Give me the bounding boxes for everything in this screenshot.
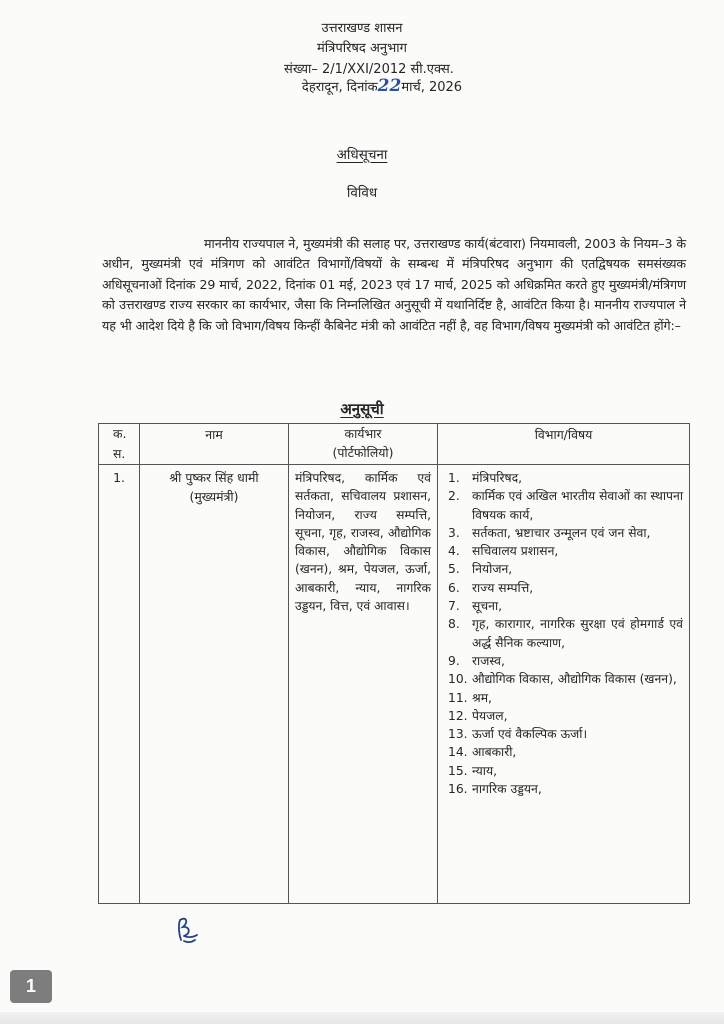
handwritten-initials bbox=[172, 914, 202, 948]
reference-number: संख्या– 2/1/XXI/2012 सी.एक्स. bbox=[284, 62, 454, 77]
subject-number: 6. bbox=[448, 580, 460, 595]
subject-number: 16. bbox=[448, 782, 468, 797]
subject-item bbox=[448, 542, 683, 560]
subject-text: राजस्व, bbox=[472, 653, 505, 668]
body-paragraph: माननीय राज्यपाल ने, मुख्यमंत्री की सलाह पर, उत्तराखण्ड कार्य(बंटवारा) नियमावली, 2003 के नियम–3 के अधीन, मुख्यमंत्री एवं मंत्रिगण को आवंटित विभागों/विषयों के सम्बन्ध में मंत्रिपरिषद अनुभाग की एतद्विषयक समसंख्यक अधिसूचनाओं दिनांक 29 मार्च, 2022, दिनांक 01 मई, 2023 एवं 17 मार्च, 2025 को अधिक्रमित करते हुए मुख्यमंत्री/मंत्रिगण को उत्तराखण्ड राज्य सरकार का कार्यभार, जैसा कि निम्नलिखित अनुसूची में यथानिर्दिष्ट है, आवंटित किया है। माननीय राज्यपाल ने यह भी आदेश दिये है कि जो विभाग/विषय किन्हीं कैबिनेट मंत्री को आवंटित नहीं है, वह विभाग/विषय मुख्यमंत्री को आवंटित होंगे:– bbox=[102, 236, 686, 333]
notification-title bbox=[0, 145, 724, 163]
minister-designation: (मुख्यमंत्री) bbox=[189, 488, 239, 504]
minister-name: श्री पुष्कर सिंह धामी bbox=[169, 470, 259, 485]
section-heading: मंत्रिपरिषद अनुभाग bbox=[317, 41, 407, 56]
subject-text: नागरिक उड्डयन, bbox=[472, 782, 542, 797]
subject-number: 15. bbox=[448, 763, 468, 778]
date-line bbox=[0, 76, 724, 96]
subjects-list bbox=[448, 469, 683, 798]
government-heading: उत्तराखण्ड शासन bbox=[321, 21, 403, 36]
subject-item bbox=[448, 560, 683, 578]
subject-text: सर्तकता, भ्रष्टाचार उन्मूलन एवं जन सेवा, bbox=[472, 525, 651, 540]
subject-text: राज्य सम्पत्ति, bbox=[472, 580, 534, 595]
column-header-subjects bbox=[438, 424, 690, 465]
subject-number: 5. bbox=[448, 562, 460, 577]
page-edge bbox=[0, 1012, 724, 1024]
column-header-portfolio bbox=[289, 424, 438, 465]
subject-item bbox=[448, 524, 683, 542]
subject-item bbox=[448, 652, 683, 670]
subject-item bbox=[448, 762, 683, 780]
subject-item bbox=[448, 707, 683, 725]
name-header-text: नाम bbox=[205, 427, 223, 442]
subject-item bbox=[448, 725, 683, 743]
subject-item bbox=[448, 597, 683, 615]
subject-text: कार्मिक एवं अखिल भारतीय सेवाओं का स्थापना विषयक कार्य, bbox=[472, 489, 683, 522]
subject-number: 11. bbox=[448, 690, 468, 705]
subject-number: 7. bbox=[448, 599, 460, 614]
subject-text: आबकारी, bbox=[472, 745, 517, 760]
date-day-handwritten: 22 bbox=[377, 76, 402, 96]
column-header-name bbox=[140, 424, 289, 465]
schedule-table bbox=[98, 423, 690, 904]
subject-text: नियोजन, bbox=[472, 562, 513, 577]
row-name bbox=[140, 465, 289, 904]
row-portfolio: मंत्रिपरिषद, कार्मिक एवं सर्तकता, सचिवालय प्रशासन, नियोजन, राज्य सम्पत्ति, सूचना, गृह, राजस्व, औद्योगिक विकास, औद्योगिक विकास (खनन), श्रम, पेयजल, ऊर्जा, आबकारी, न्याय, नागरिक उड्डयन, वित्त, एवं आवास। bbox=[289, 465, 438, 904]
subject-item bbox=[448, 469, 683, 487]
notification-title-text: अधिसूचना bbox=[336, 147, 388, 163]
subject-number: 2. bbox=[448, 489, 460, 504]
subject-item bbox=[448, 689, 683, 707]
subject-number: 14. bbox=[448, 745, 468, 760]
date-prefix: देहरादून, दिनांक bbox=[301, 80, 378, 95]
subject-text: पेयजल, bbox=[472, 708, 508, 723]
subject-number: 9. bbox=[448, 653, 460, 668]
subject-text: न्याय, bbox=[472, 763, 497, 778]
table-row bbox=[99, 465, 690, 904]
portfolio-header-line1: कार्यभार bbox=[344, 426, 382, 441]
subject-number: 10. bbox=[448, 672, 468, 687]
schedule-title bbox=[0, 399, 724, 419]
subject-text: श्रम, bbox=[472, 690, 492, 705]
subject-text: मंत्रिपरिषद, bbox=[472, 471, 523, 485]
subject-number: 8. bbox=[448, 617, 460, 632]
subject-item bbox=[448, 487, 683, 524]
subject-item bbox=[448, 743, 683, 761]
subjects-header-text: विभाग/विषय bbox=[534, 427, 593, 442]
subject-number: 3. bbox=[448, 525, 460, 540]
subject-item bbox=[448, 579, 683, 597]
row-serial: 1. bbox=[99, 465, 140, 904]
subject-number: 13. bbox=[448, 727, 468, 742]
column-header-serial bbox=[99, 424, 140, 465]
subject-text: औद्योगिक विकास, औद्योगिक विकास (खनन), bbox=[472, 672, 677, 687]
page-number-badge[interactable]: 1 bbox=[10, 970, 52, 1003]
row-subjects bbox=[438, 465, 690, 904]
schedule-title-text: अनुसूची bbox=[340, 400, 384, 418]
subject-text: सूचना, bbox=[472, 599, 503, 614]
subject-item bbox=[448, 615, 683, 652]
subject-text: गृह, कारागार, नागरिक सुरक्षा एवं होमगार्ड एवं अर्द्ध सैनिक कल्याण, bbox=[472, 617, 683, 650]
table-header-row bbox=[99, 424, 690, 465]
subject-number: 1. bbox=[448, 471, 460, 485]
subject-item bbox=[448, 780, 683, 798]
portfolio-header-line2: (पोर्टफोलियो) bbox=[332, 445, 394, 460]
subject-text: ऊर्जा एवं वैकल्पिक ऊर्जा। bbox=[472, 727, 588, 742]
date-suffix: मार्च, 2026 bbox=[401, 80, 463, 95]
subject-item bbox=[448, 670, 683, 688]
subject-number: 4. bbox=[448, 544, 460, 559]
notification-subtitle: विविध bbox=[346, 185, 378, 201]
subject-number: 12. bbox=[448, 708, 468, 723]
serial-header-line1: क. bbox=[113, 426, 127, 441]
subject-text: सचिवालय प्रशासन, bbox=[472, 544, 559, 559]
serial-header-line2: स. bbox=[113, 446, 126, 461]
